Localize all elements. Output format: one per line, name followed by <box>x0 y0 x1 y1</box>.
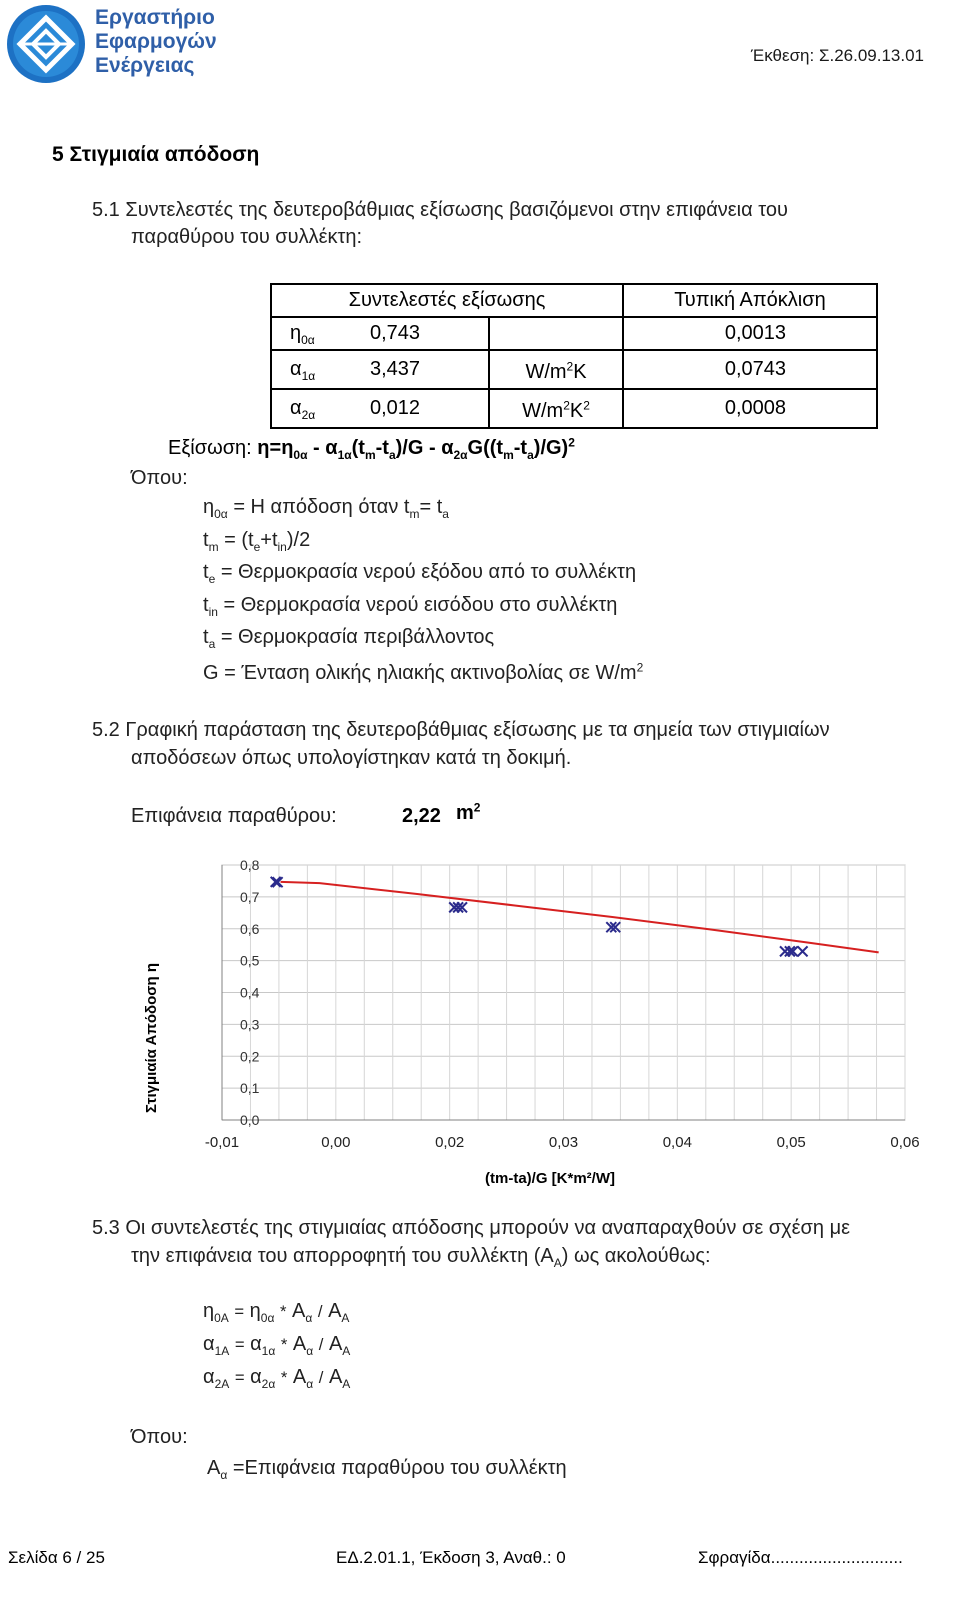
definition-eta0: $\eta_{0\alpha} = H$ απόδοση όταν $t_m= t_a$ <box>203 496 449 521</box>
logo <box>5 3 87 85</box>
table-header-row <box>271 284 877 317</box>
area-value: 2,22 <box>402 805 441 827</box>
coef-value: 0,743 <box>356 317 489 350</box>
x-tick-label: 0,03 <box>548 1134 579 1151</box>
definition-tm: $t_m = (t_e+t_{in})/2$ <box>203 529 311 554</box>
coef-value: 0,012 <box>356 389 489 428</box>
formula-a1a: $\alpha_{1A} = \alpha_{1\alpha} * A_\alpha / A_A$ <box>203 1333 351 1358</box>
aa-definition: $A_\alpha =E\pi\iota\varphi ά\nu\varepsilon\iota\alpha$ παραθύρου του συλλέκτη <box>207 1457 567 1482</box>
coefficient-table <box>270 283 878 429</box>
y-tick-label: 0,6 <box>240 920 260 937</box>
section-title: 5 Στιγμιαία απόδοση <box>52 143 260 166</box>
x-tick-label: 0,04 <box>662 1134 692 1151</box>
logo-text <box>95 6 217 78</box>
footer-doc: ΕΔ.2.01.1, Έκδοση 3, Αναθ.: 0 <box>336 1548 566 1567</box>
coef-symbol: $\alpha_{1\alpha}$ <box>271 350 356 389</box>
coef-unit <box>489 317 623 350</box>
table-row <box>271 389 877 428</box>
footer-page: Σελίδα 6 / 25 <box>8 1548 105 1567</box>
header-std-dev: Τυπική Απόκλιση <box>623 284 877 317</box>
definition-g: G = Ένταση ολικής ηλιακής ακτινοβολίας σε $W/m^2$ <box>203 660 644 684</box>
formula-eta0a: $\eta_{0A} = \eta_{0\alpha} * A_\alpha / A_A$ <box>203 1300 350 1325</box>
area-unit: $m^2$ <box>456 800 481 824</box>
data-point-marker <box>798 946 808 956</box>
efficiency-curve <box>281 882 879 952</box>
equation <box>168 437 575 460</box>
coef-std: 0,0013 <box>623 317 877 350</box>
coef-std: 0,0008 <box>623 389 877 428</box>
y-tick-label: 0,1 <box>240 1080 260 1097</box>
x-tick-label: 0,06 <box>890 1134 920 1151</box>
coef-symbol: $\eta_{0\alpha}$ <box>271 317 356 350</box>
coef-unit: $W/m^2K^2$ <box>489 389 623 428</box>
section-5-2-line-2: αποδόσεων όπως υπολογίστηκαν κατά τη δοκιμή. <box>131 747 572 769</box>
equation-label: Εξίσωση: <box>168 437 252 459</box>
y-tick-label: 0,2 <box>240 1048 260 1065</box>
x-tick-label: -0,01 <box>204 1134 240 1151</box>
coef-value: 3,437 <box>356 350 489 389</box>
section-5-1-line-1: 5.1 Συντελεστές της δευτεροβάθμιας εξίσωσης βασιζόμενοι στην επιφάνεια του <box>92 199 788 221</box>
definition-ta: $t_a = \Theta\varepsilon\rho\mu o\kappa\rho\alpha\sigma ί\alpha$ περιβάλλοντος <box>203 626 495 651</box>
x-axis-label: (tm-ta)/G [K*m²/W] <box>485 1170 615 1187</box>
section-5-3-line-2: την επιφάνεια του απορροφητή του συλλέκτη $(A_A)$ ως ακολούθως: <box>131 1245 711 1270</box>
y-tick-label: 0,5 <box>240 952 260 969</box>
where-label-2: Όπου: <box>131 1426 188 1448</box>
area-label: Επιφάνεια παραθύρου: <box>131 805 337 827</box>
logo-line-2: Εφαρμογών <box>95 30 217 53</box>
x-tick-label: 0,00 <box>321 1134 351 1151</box>
definition-te: $t_e = \Theta\varepsilon\rho\mu o\kappa\rho\alpha\sigma ί\alpha$ νερού εξόδου από το συλλέκτη <box>203 561 637 586</box>
coef-symbol: $\alpha_{2\alpha}$ <box>271 389 356 428</box>
x-tick-label: 0,02 <box>435 1134 465 1151</box>
y-tick-label: 0,3 <box>240 1016 260 1033</box>
efficiency-curve-line <box>281 882 879 952</box>
header-coefficients: Συντελεστές εξίσωσης <box>271 284 623 317</box>
table-row <box>271 317 877 350</box>
definition-tin: $t_{in} = \Theta\varepsilon\rho\mu o\kappa\rho\alpha\sigma ί\alpha$ νερού εισόδου στο συλλέκτη <box>203 594 618 619</box>
footer-stamp: Σφραγίδα............................ <box>698 1548 903 1567</box>
logo-line-1: Εργαστήριο <box>95 6 215 29</box>
report-id: Έκθεση: Σ.26.09.13.01 <box>750 46 924 65</box>
logo-emblem-icon <box>5 3 87 85</box>
y-tick-label: 0,8 <box>240 857 260 873</box>
table-row <box>271 350 877 389</box>
section-5-2-line-1: 5.2 Γραφική παράσταση της δευτεροβάθμιας εξίσωσης με τα σημεία των στιγμιαίων <box>92 719 830 741</box>
section-5-3-line-1: 5.3 Οι συντελεστές της στιγμιαίας απόδοσης μπορούν να αναπαραχθούν σε σχέση με <box>92 1217 851 1239</box>
y-axis-label: Στιγμιαία Απόδοση η <box>143 962 160 1113</box>
formula-a2a: $\alpha_{2A} = \alpha_{2\alpha} * A_\alpha / A_A$ <box>203 1366 351 1391</box>
x-tick-labels <box>205 1134 920 1151</box>
equation-formula: $\eta=\eta_{0\alpha} - \alpha_{1\alpha}(t_m-t_a)/G - \alpha_{2\alpha}G((t_m-t_a)/G)^2$ <box>257 435 575 462</box>
data-points <box>271 877 808 956</box>
y-tick-label: 0,0 <box>240 1112 260 1128</box>
y-tick-label: 0,4 <box>240 984 260 1001</box>
logo-line-3: Ενέργειας <box>95 54 195 77</box>
coef-std: 0,0743 <box>623 350 877 389</box>
y-tick-label: 0,7 <box>240 888 260 905</box>
x-tick-label: 0,05 <box>776 1134 806 1151</box>
section-5-1-line-2: παραθύρου του συλλέκτη: <box>131 226 363 248</box>
where-label: Όπου: <box>131 467 188 489</box>
coef-unit: $W/m^2K$ <box>489 350 623 389</box>
y-tick-labels <box>240 857 260 1128</box>
chart-grid <box>222 865 905 1120</box>
